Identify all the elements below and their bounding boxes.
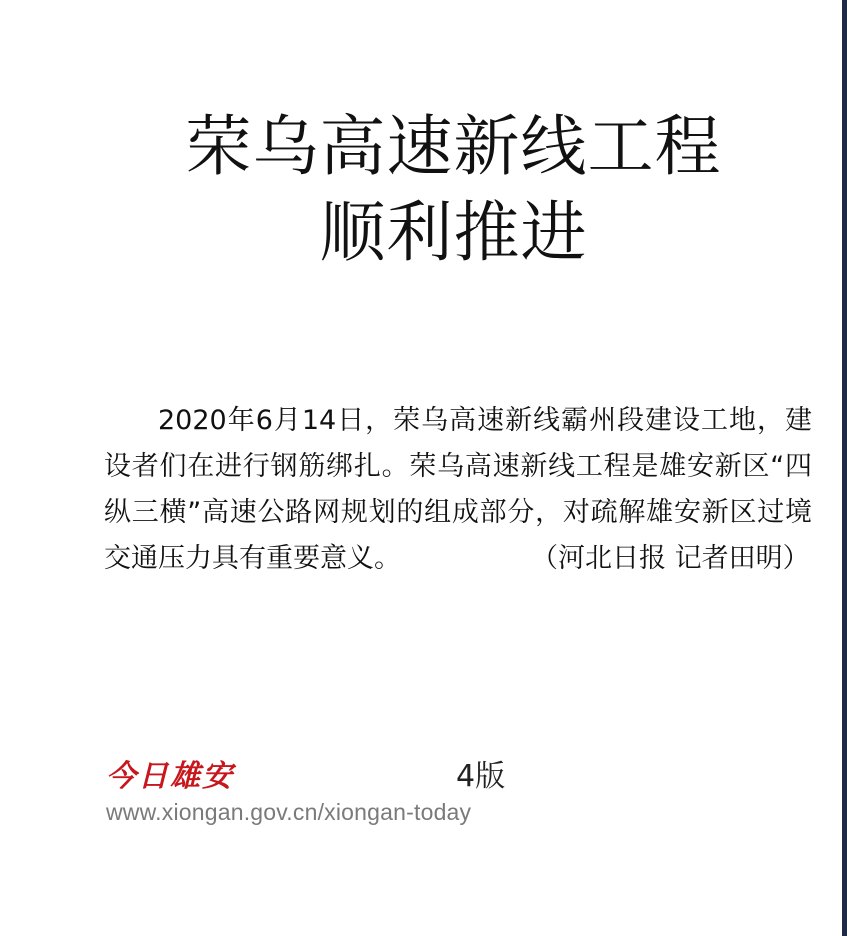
article-credit: （河北日报 记者田明） bbox=[531, 543, 810, 574]
headline-line-2: 顺利推进 bbox=[319, 194, 588, 271]
today-xiongan-logo: 今日雄安 bbox=[106, 759, 234, 794]
headline-line-1: 荣乌高速新线工程 bbox=[185, 108, 722, 185]
headline bbox=[0, 104, 847, 276]
article-body-text: 2020年6月14日，荣乌高速新线霸州段建设工地，建设者们在进行钢筋绑扎。荣乌高速新线工程是雄安新区“四纵三横”高速公路网规划的组成部分，对疏解雄安新区过境交通压力具有重要意义。 bbox=[104, 405, 812, 574]
edition-number: 4版 bbox=[456, 759, 506, 794]
article-body bbox=[104, 398, 812, 582]
site-url[interactable]: www.xiongan.gov.cn/xiongan-today bbox=[106, 799, 472, 825]
footer-brand-row bbox=[106, 757, 526, 801]
